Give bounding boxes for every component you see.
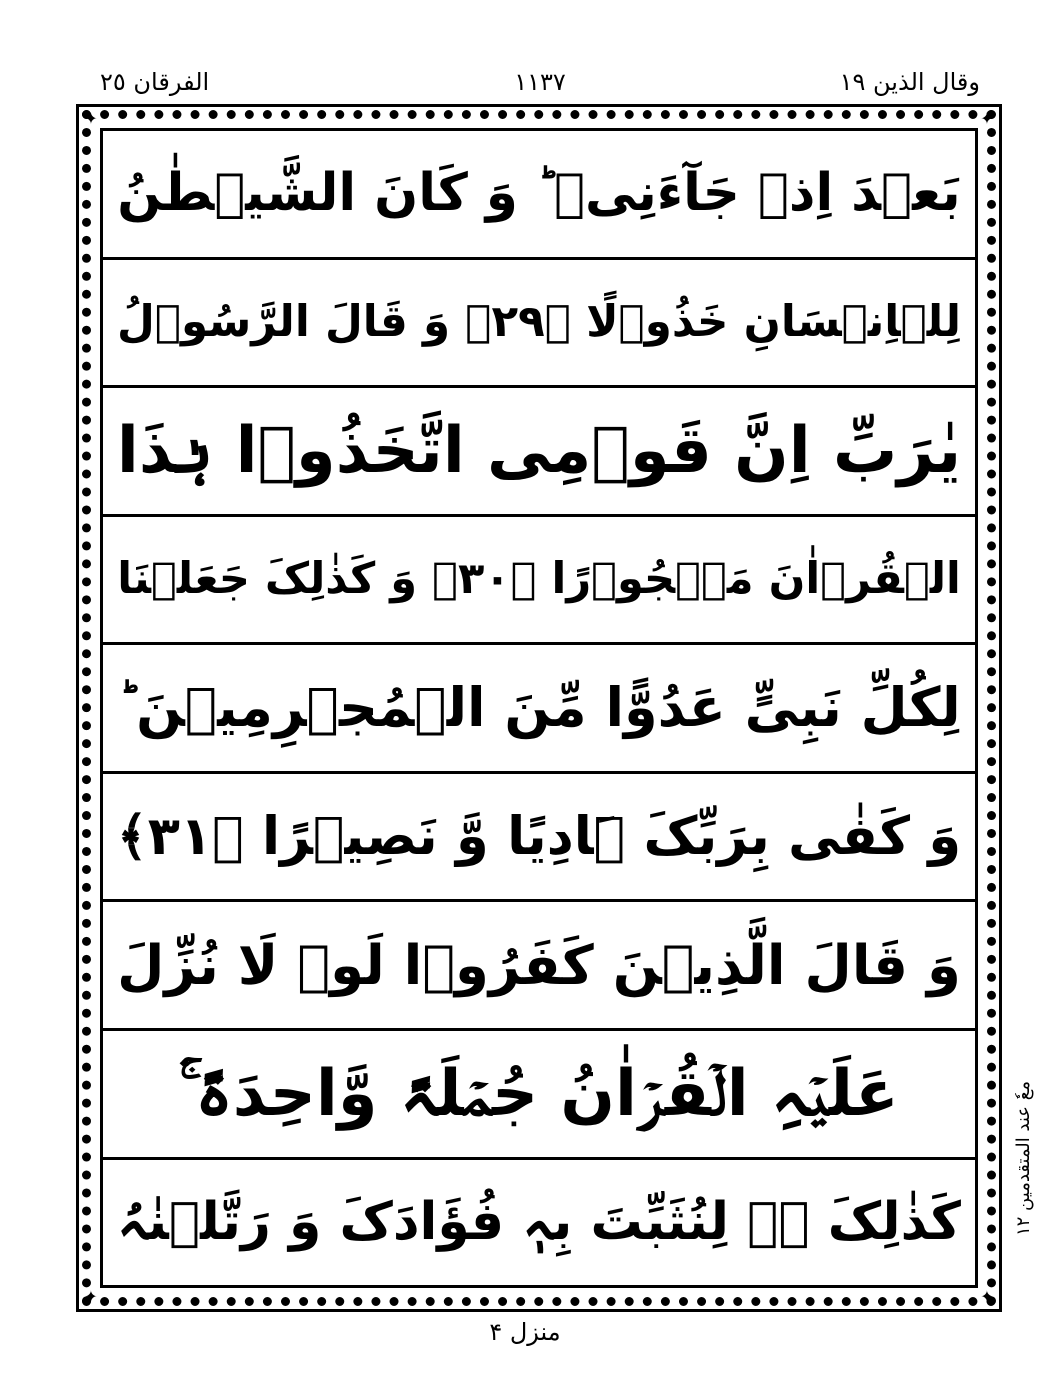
verse-lines — [103, 131, 975, 1285]
verse-line-text: وَ کَفٰی بِرَبِّکَ ہَادِیًا وَّ نَصِیۡرًا ﴿۳۱﴾ — [116, 805, 962, 867]
page-header — [100, 62, 980, 106]
verse-line — [103, 517, 975, 646]
corner-ornament-icon: ✦ — [980, 109, 994, 128]
para-name: وقال الذین ١٩ — [839, 68, 980, 96]
verse-line-text: لِکُلِّ نَبِیٍّ عَدُوًّا مِّنَ الۡمُجۡرِمِیۡنَ ؕ — [117, 676, 961, 740]
verse-line — [103, 1031, 975, 1160]
verse-line — [103, 131, 975, 260]
verse-line — [103, 260, 975, 389]
verse-line-text: لِلۡاِنۡسَانِ خَذُوۡلًا ﴿۲۹﴾ وَ قَالَ الرَّسُوۡلُ — [117, 297, 961, 348]
corner-ornament-icon: ✦ — [84, 1287, 98, 1306]
margin-note — [1003, 1058, 1043, 1258]
verse-line — [103, 1160, 975, 1286]
page-number: ۱۱۳۷ — [514, 68, 566, 96]
verse-line-text: عَلَیۡہِ الۡقُرۡاٰنُ جُمۡلَۃً وَّاحِدَۃً ۚۛ — [179, 1056, 899, 1131]
verse-line — [103, 645, 975, 774]
verse-line-text: الۡقُرۡاٰنَ مَہۡجُوۡرًا ﴿۳۰﴾ وَ کَذٰلِکَ جَعَلۡنَا — [117, 553, 961, 604]
corner-ornament-icon: ✦ — [980, 1287, 994, 1306]
verse-line — [103, 774, 975, 903]
verse-line-text: یٰرَبِّ اِنَّ قَوۡمِی اتَّخَذُوۡا ہٰذَا — [116, 413, 962, 488]
surah-name: الفرقان ٢٥ — [100, 68, 210, 96]
margin-note-text: معٗ عند المتقدمین ١٢ — [1012, 1080, 1034, 1236]
verse-line — [103, 902, 975, 1031]
verse-line — [103, 388, 975, 517]
manzil-label: منزل ۴ — [489, 1318, 561, 1346]
verse-line-text: وَ قَالَ الَّذِیۡنَ کَفَرُوۡا لَوۡ لَا نُزِّلَ — [117, 933, 961, 998]
corner-ornament-icon: ✦ — [84, 109, 98, 128]
verse-line-text: کَذٰلِکَ ۚۛ لِنُثَبِّتَ بِہٖ فُؤَادَکَ وَ رَتَّلۡنٰہُ — [117, 1191, 961, 1252]
verse-line-text: بَعۡدَ اِذۡ جَآءَنِیۡ ؕ وَ کَانَ الشَّیۡطٰنُ — [117, 163, 961, 224]
